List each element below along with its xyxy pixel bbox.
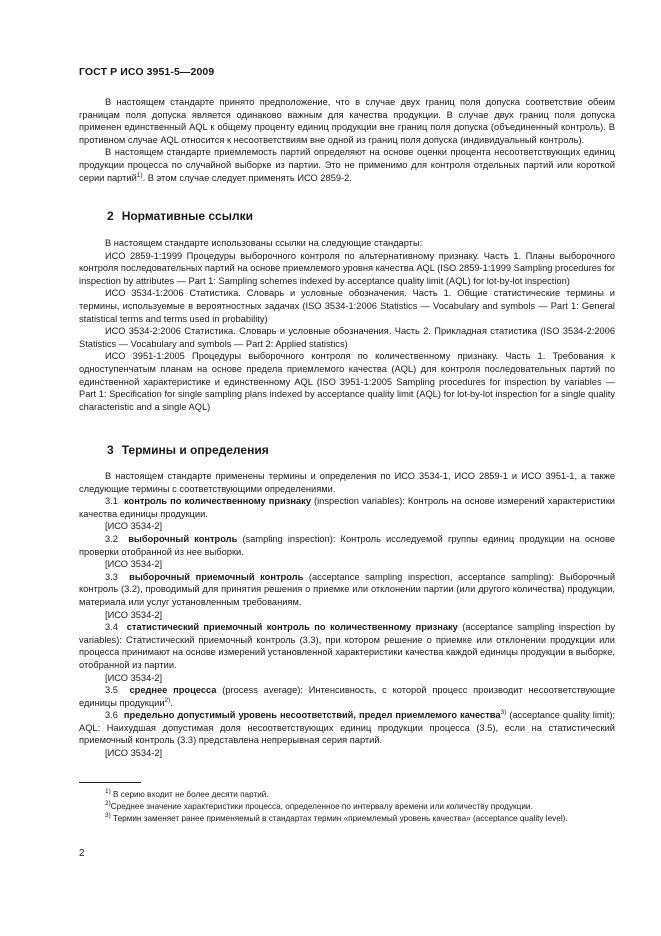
term-name: статистический приемочный контроль по количественному признаку bbox=[126, 622, 458, 633]
footnote-ref-2[interactable]: 2) bbox=[164, 696, 171, 704]
term-entry: 3.5 среднее процесса (process average): Интенсивность, с которой процесс производит несоответствующие единицы продукции$^{2)}$. bbox=[79, 685, 616, 708]
section-3-lead: В настоящем стандарте применены термины и определения по ИСО 3534-1, ИСО 2859-1 и ИСО 3951-1, а также следующие термины с соответствующими определениями. bbox=[79, 471, 615, 494]
term-source: [ИСО 3534-2] bbox=[105, 748, 163, 759]
term-entry: 3.4 статистический приемочный контроль по количественному признаку (acceptance sampling inspection by variables): Статистический приемочный контроль (3.3), при котором решение о приемке или отклонении продукции или процесса принимают на основе измерений установленной характеристики качества каждой единицы продукции в выборке, отобранной из партии. bbox=[79, 622, 615, 670]
term-source: [ИСО 3534-2] bbox=[105, 609, 163, 620]
term-entry: 3.6 предельно допустимый уровень несоответствий, предел приемлемого качества$^{3)}$ (acceptance quality limit); AQL: Наихудшая допустимая доля несоответствующих единиц продукции процесса (3.5), если на статистический приемочный контроль (3.3) представлена непрерывная серия партий. bbox=[79, 709, 615, 746]
term-entry: 3.3 выборочный приемочный контроль (acceptance sampling inspection, acceptance sampling): Выборочный контроль (3.2), проводимый для принятия решения о приемке или отклонении партии (или другого количества) продукции, материала или услуг установленным требованиям. bbox=[79, 571, 616, 607]
document-header: ГОСТ Р ИСО 3951-5—2009 bbox=[79, 66, 215, 78]
footnote-ref-1[interactable]: 1) bbox=[136, 171, 143, 179]
section-2-heading: 2 Нормативные ссылки bbox=[107, 209, 253, 223]
footnote: $^{2)}$Среднее значение характеристики процесса, определенное по интервалу времени или количеству продукции. bbox=[105, 799, 533, 811]
term-source: [ИСО 3534-2] bbox=[105, 672, 163, 683]
term-name: среднее процесса bbox=[129, 685, 217, 696]
term-name: предельно допустимый уровень несоответствий, предел приемлемого качества bbox=[123, 710, 501, 721]
footnote-divider bbox=[79, 782, 141, 783]
term-name: контроль по количественному признаку bbox=[124, 496, 311, 507]
footnote-ref-3[interactable]: 3) bbox=[500, 709, 507, 717]
term-name: выборочный контроль bbox=[128, 533, 238, 544]
normative-reference: ИСО 3534-2:2006 Статистика. Словарь и условные обозначения. Часть 2. Прикладная статистика (ISO 3534-2:2006 Statistics — Vocabulary and symbols — Part 2: Applied statistics) bbox=[79, 326, 615, 349]
term-name: выборочный приемочный контроль bbox=[129, 571, 304, 582]
intro-paragraph-2: В настоящем стандарте приемлемость партий определяют на основе оценки процента несоответствующих единиц продукции процесса по случайной выборке из партии. Это не применимо для контроля отдельных партий или короткой серии партий$^{1)}$. В этом случае следует применять ИСО 2859-2. bbox=[79, 147, 615, 183]
normative-reference: ИСО 3534-1:2006 Статистика. Словарь и условные обозначения. Часть 1. Общие статистические термины и термины, используемые в вероятностных задачах (ISO 3534-1:2006 Statistics — Vocabulary and symbols — Part 1: General statistical terms and terms used in probability) bbox=[79, 288, 615, 324]
footnotes bbox=[79, 789, 615, 824]
term-entry: 3.2 выборочный контроль (sampling inspection): Контроль исследуемой группы единиц продукции на основе проверки отобранной из нее выборки. bbox=[79, 533, 615, 557]
term-source: [ИСО 3534-2] bbox=[105, 521, 163, 532]
term-entry: 3.1 контроль по количественному признаку (inspection variables): Контроль на основе измерений характеристики качества единицы продукции. bbox=[79, 496, 615, 519]
intro-block bbox=[79, 96, 615, 184]
section-3-body bbox=[79, 470, 615, 760]
section-3-heading: 3 Термины и определения bbox=[107, 443, 269, 457]
term-source: [ИСО 3534-2] bbox=[105, 559, 163, 570]
intro-paragraph-1: В настоящем стандарте принято предположение, что в случае двух границ поля допуска соответствие обеим границам поля допуска является одинаково важным для качества продукции. В случае двух границ поля допуска применен единственный AQL к общему проценту единиц продукции вне границ поля допуска (объединенный контроль). В противном случае AQL относится к несоответствиям вне одной из границ поля допуска (индивидуальный контроль). bbox=[79, 97, 615, 145]
section-2-lead: В настоящем стандарте использованы ссылки на следующие стандарты: bbox=[105, 238, 423, 248]
page-number: 2 bbox=[79, 848, 85, 859]
normative-reference: ИСО 3951-1:2005 Процедуры выборочного контроля по количественному признаку. Часть 1. Требования к одноступенчатым планам на основе предела приемлемого качества (AQL) для контроля последовательных партий по единственной характеристике и единственному AQL (ISO 3951-1:2005 Sampling procedures for inspection by variables — Part 1: Specification for single sampling plans indexed by acceptance quality limit (AQL) for lot-by-lot inspection for a single quality characteristic and a single AQL) bbox=[79, 351, 615, 412]
section-2-body bbox=[79, 237, 615, 413]
footnote: $^{3)}$ Термин заменяет ранее применяемый в стандартах термин «приемлемый уровень качества» (acceptance quality level). bbox=[105, 811, 568, 823]
footnote: $^{1)}$ В серию входит не более десяти партий. bbox=[105, 788, 269, 799]
normative-reference: ИСО 2859-1:1999 Процедуры выборочного контроля по альтернативному признаку. Часть 1. Планы выборочного контроля последовательных партий на основе приемлемого уровня качества AQL (ISO 2859-1:1999 Sampling procedures for inspection by attributes — Part 1: Sampling schemes indexed by acceptance quality limit (AQL) for lot-by-lot inspection) bbox=[79, 250, 615, 286]
